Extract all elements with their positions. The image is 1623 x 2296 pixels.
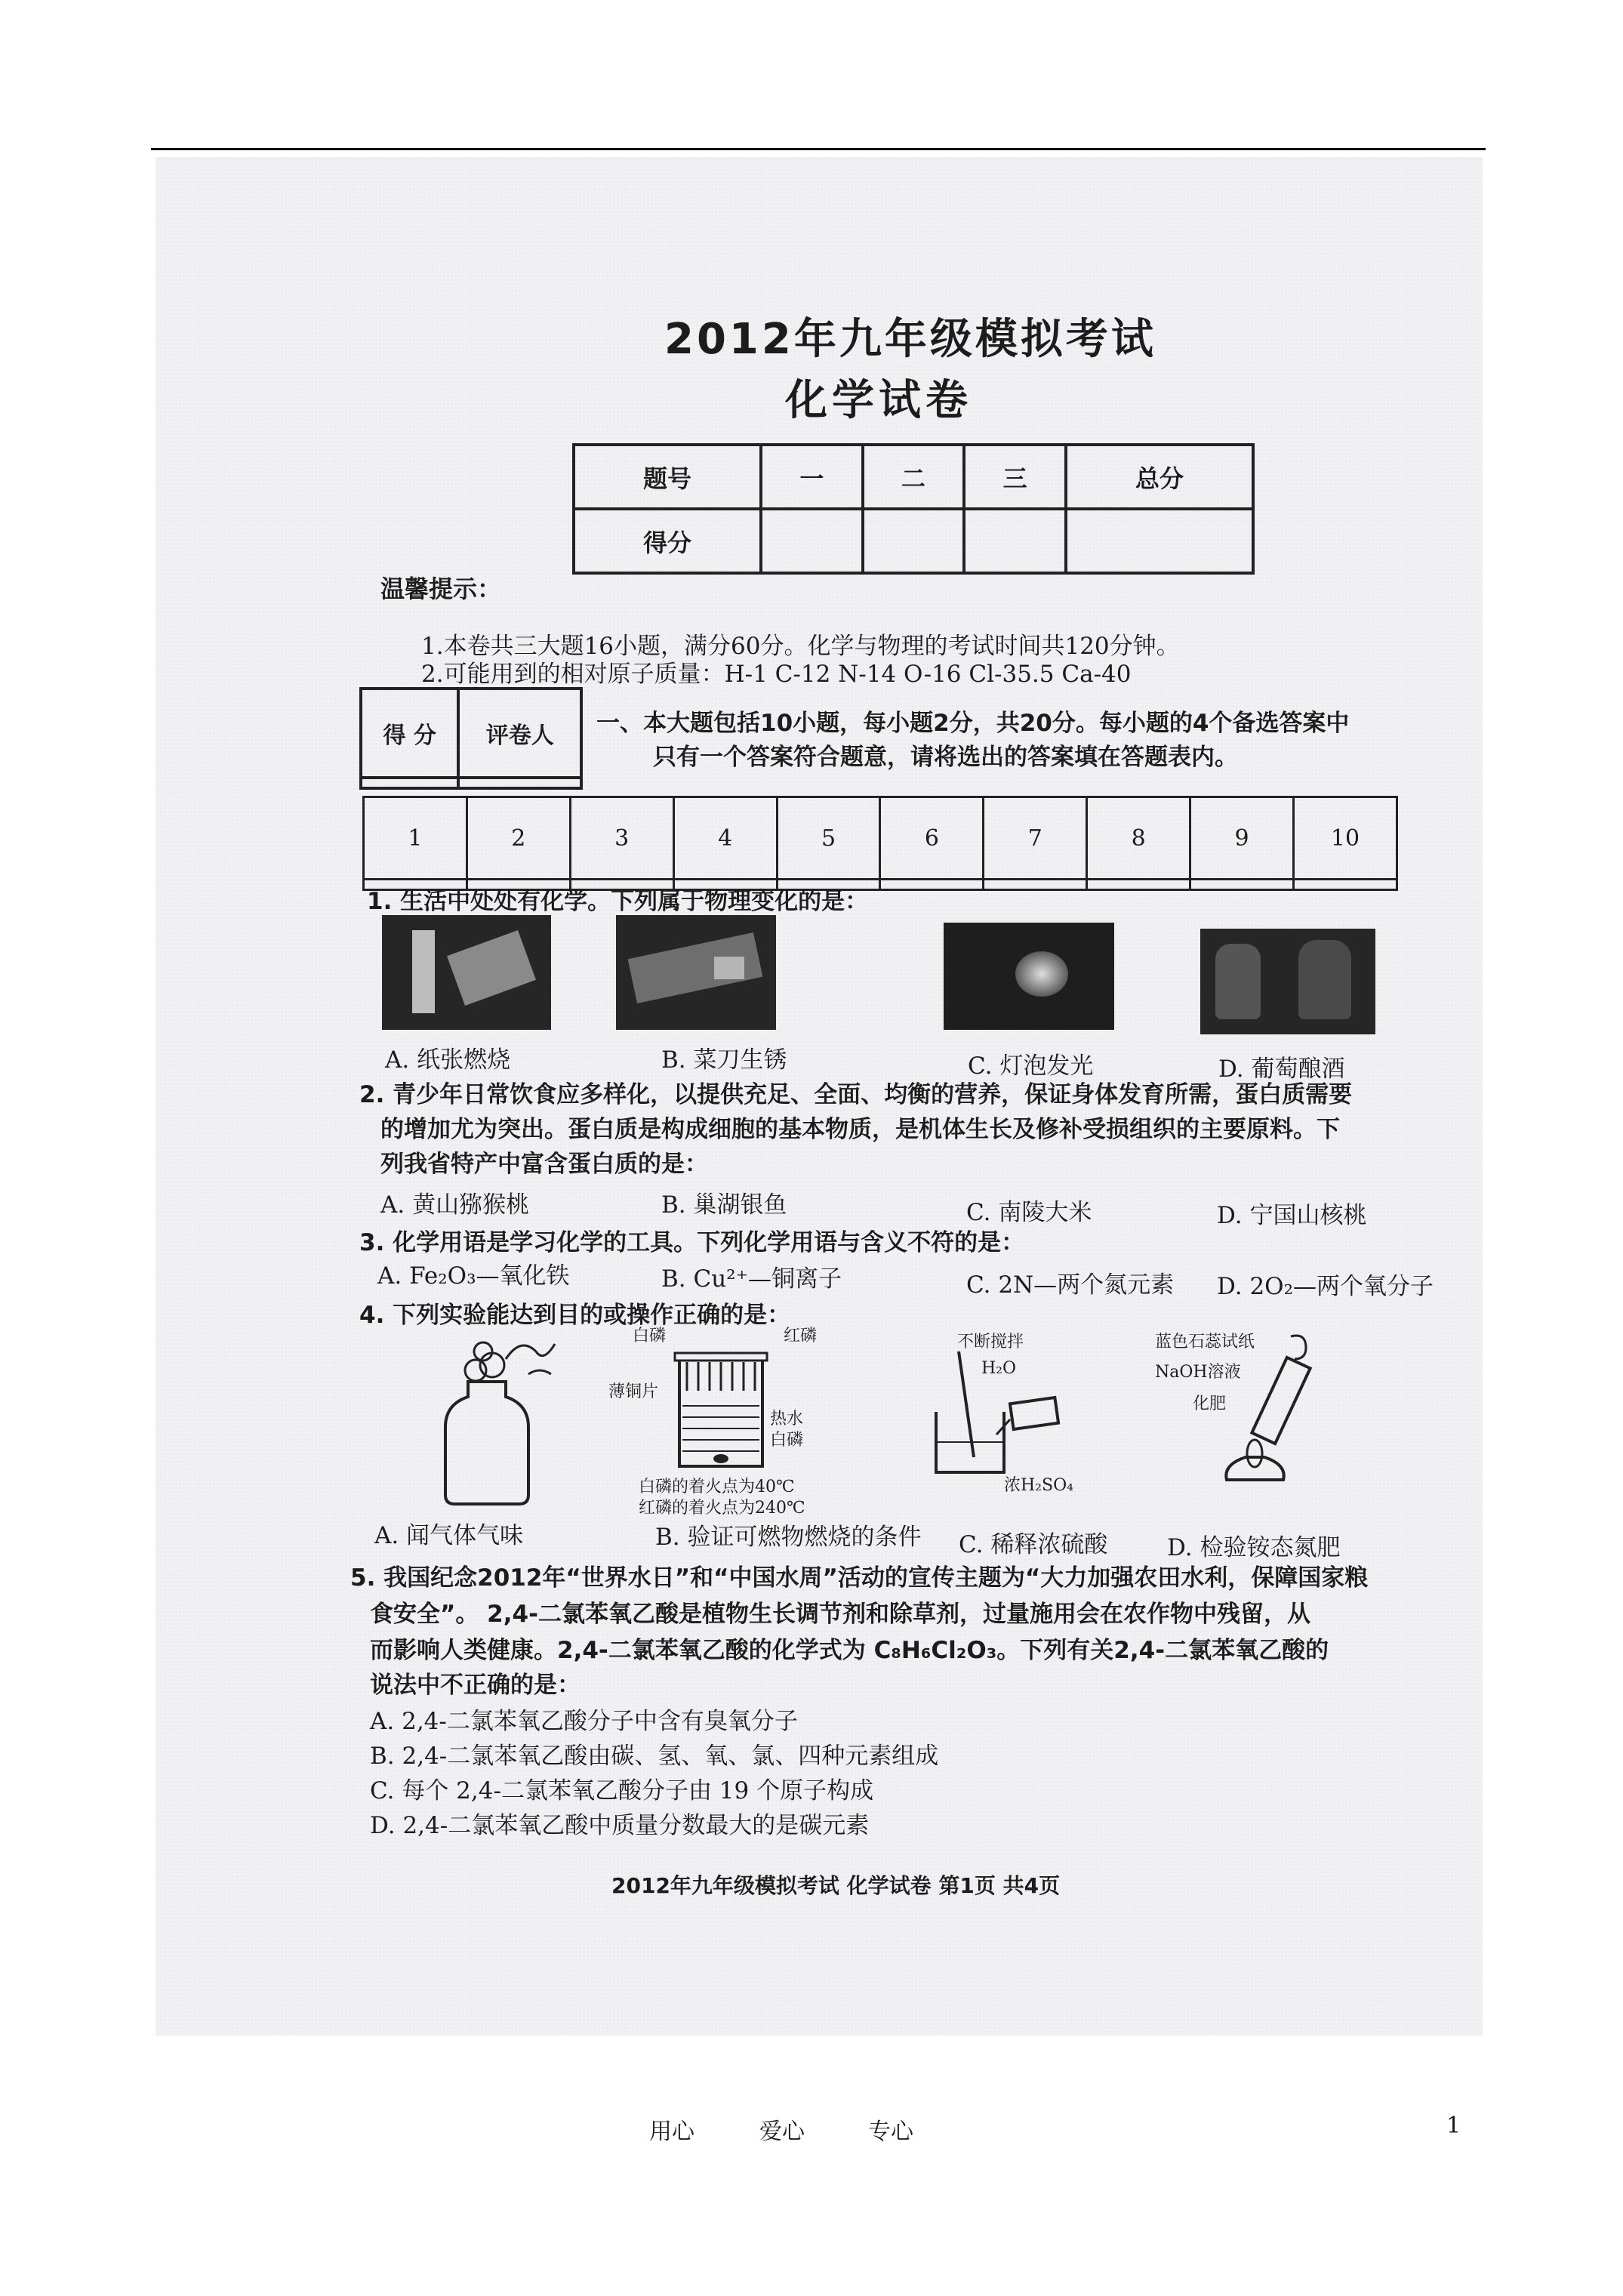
header-rule (151, 148, 1486, 150)
grader-name-cell[interactable] (458, 778, 581, 788)
score-cell[interactable] (964, 509, 1066, 573)
scan-footer: 2012年九年级模拟考试 化学试卷 第1页 共4页 (611, 1873, 1061, 1898)
grader-score-label: 得 分 (361, 689, 458, 778)
answer-number: 7 (984, 797, 1087, 880)
label-ignition-red: 红磷的着火点为240℃ (639, 1499, 805, 1518)
grader-table (359, 687, 583, 790)
wine-making-image (1200, 929, 1375, 1034)
hint-line-1: 1.本卷共三大题16小题，满分60分。化学与物理的考试时间共120分钟。 (421, 633, 1180, 660)
score-header-cell: 题号 (574, 445, 761, 509)
footer-motto-2: 爱心 (759, 2119, 805, 2145)
answer-number: 10 (1294, 797, 1397, 880)
answer-number: 4 (673, 797, 777, 880)
q4-option-a[interactable]: A. 闻气体气味 (374, 1522, 524, 1549)
q2-option-d[interactable]: D. 宁国山核桃 (1217, 1202, 1367, 1229)
q4-option-c[interactable]: C. 稀释浓硫酸 (959, 1531, 1108, 1558)
q5-stem-line-2: 食安全”。 2,4-二氯苯氧乙酸是植物生长调节剂和除草剂，过量施用会在农作物中残留，从 (370, 1601, 1310, 1628)
ammonium-test-figure (1193, 1329, 1329, 1495)
q4-option-b[interactable]: B. 验证可燃物燃烧的条件 (655, 1524, 922, 1551)
footer-motto-3: 专心 (868, 2119, 913, 2145)
hint-line-2: 2.可能用到的相对原子质量：H-1 C-12 N-14 O-16 Cl-35.5 Ca-40 (421, 661, 1132, 688)
label-water: H₂O (981, 1359, 1017, 1378)
label-litmus-paper: 蓝色石蕊试纸 (1155, 1333, 1255, 1351)
paper-burning-image (382, 915, 551, 1030)
q2-option-b[interactable]: B. 巢湖银鱼 (661, 1191, 787, 1219)
q2-stem-line-3: 列我省特产中富含蛋白质的是： (380, 1151, 708, 1178)
score-header-cell: 三 (964, 445, 1066, 509)
q1-option-c[interactable]: C. 灯泡发光 (968, 1052, 1094, 1080)
answer-cell[interactable] (984, 880, 1087, 890)
exam-subtitle: 化学试卷 (785, 376, 972, 425)
answer-cell[interactable] (1190, 880, 1294, 890)
combustion-beaker-figure (672, 1345, 770, 1474)
q4-stem: 4. 下列实验能达到目的或操作正确的是： (359, 1302, 791, 1329)
score-row-label: 得分 (574, 509, 761, 573)
answer-number: 2 (467, 797, 570, 880)
score-header-cell: 二 (863, 445, 965, 509)
q1-option-d[interactable]: D. 葡萄酿酒 (1218, 1056, 1345, 1083)
label-fertilizer: 化肥 (1193, 1395, 1227, 1413)
section-1-line-1: 一、本大题包括10小题，每小题2分，共20分。每小题的4个备选答案中 (596, 710, 1350, 737)
label-red-phosphorus: 红磷 (784, 1327, 818, 1345)
q5-stem-line-4: 说法中不正确的是： (370, 1672, 581, 1699)
q1-stem: 1. 生活中处处有化学。下列属于物理变化的是： (367, 888, 869, 915)
smell-gas-figure (423, 1329, 566, 1510)
q1-option-a[interactable]: A. 纸张燃烧 (385, 1046, 511, 1074)
rusty-knife-image (616, 915, 776, 1030)
answer-number: 5 (777, 797, 880, 880)
q5-option-d[interactable]: D. 2,4-二氯苯氧乙酸中质量分数最大的是碳元素 (370, 1812, 870, 1839)
score-cell[interactable] (761, 509, 863, 573)
q3-option-c[interactable]: C. 2N—两个氮元素 (966, 1271, 1175, 1299)
q2-stem-line-1: 2. 青少年日常饮食应多样化，以提供充足、全面、均衡的营养，保证身体发育所需，蛋白质需要 (359, 1081, 1353, 1108)
label-conc-acid: 浓H₂SO₄ (1004, 1476, 1073, 1495)
q4-option-d[interactable]: D. 检验铵态氮肥 (1167, 1534, 1341, 1561)
label-ignition-white: 白磷的着火点为40℃ (639, 1478, 795, 1496)
q3-option-d[interactable]: D. 2O₂—两个氧分子 (1217, 1273, 1434, 1300)
hint-heading: 温馨提示： (380, 575, 502, 603)
q2-option-c[interactable]: C. 南陵大米 (966, 1199, 1092, 1226)
q3-stem: 3. 化学用语是学习化学的工具。下列化学用语与含义不符的是： (359, 1229, 1025, 1256)
q3-option-b[interactable]: B. Cu²⁺—铜离子 (661, 1265, 842, 1293)
grader-name-label: 评卷人 (458, 689, 581, 778)
answer-cell[interactable] (1087, 880, 1190, 890)
section-1-line-2: 只有一个答案符合题意，请将选出的答案填在答题表内。 (653, 744, 1238, 771)
q2-option-a[interactable]: A. 黄山猕猴桃 (380, 1191, 530, 1219)
answer-cell[interactable] (1294, 880, 1397, 890)
label-stir: 不断搅拌 (957, 1333, 1024, 1351)
label-copper-sheet: 薄铜片 (608, 1382, 659, 1401)
q5-stem-line-1: 5. 我国纪念2012年“世界水日”和“中国水周”活动的宣传主题为“大力加强农田水利，保障国家粮 (350, 1564, 1369, 1592)
q5-option-a[interactable]: A. 2,4-二氯苯氧乙酸分子中含有臭氧分子 (370, 1708, 798, 1735)
q1-option-b[interactable]: B. 菜刀生锈 (661, 1046, 787, 1074)
label-white-phosphorus: 白磷 (633, 1327, 667, 1345)
answer-cell[interactable] (880, 880, 984, 890)
q5-option-c[interactable]: C. 每个 2,4-二氯苯氧乙酸分子由 19 个原子构成 (370, 1777, 874, 1804)
answer-number: 1 (364, 797, 467, 880)
answer-number: 3 (570, 797, 673, 880)
glowing-bulb-image (944, 923, 1114, 1030)
exam-title: 2012年九年级模拟考试 (664, 315, 1156, 364)
q5-option-b[interactable]: B. 2,4-二氯苯氧乙酸由碳、氢、氧、氯、四种元素组成 (370, 1743, 939, 1770)
score-table (572, 443, 1255, 575)
score-cell[interactable] (1066, 509, 1253, 573)
score-header-cell: 总分 (1066, 445, 1253, 509)
score-header-cell: 一 (761, 445, 863, 509)
label-hot-water: 热水 (770, 1410, 804, 1428)
page-number: 1 (1446, 2113, 1461, 2139)
q3-option-a[interactable]: A. Fe₂O₃—氧化铁 (377, 1262, 570, 1290)
label-white-phosphorus-2: 白磷 (770, 1431, 804, 1450)
label-naoh: NaOH溶液 (1155, 1363, 1241, 1382)
q2-stem-line-2: 的增加尤为突出。蛋白质是构成细胞的基本物质，是机体生长及修补受损组织的主要原料。下 (380, 1116, 1340, 1143)
answer-number: 6 (880, 797, 984, 880)
answer-table (362, 796, 1398, 891)
footer-motto-1: 用心 (649, 2119, 694, 2145)
score-cell[interactable] (863, 509, 965, 573)
answer-number: 9 (1190, 797, 1294, 880)
q5-stem-line-3: 而影响人类健康。2,4-二氯苯氧乙酸的化学式为 C₈H₆Cl₂O₃。下列有关2,4-二氯苯氧乙酸的 (370, 1637, 1329, 1664)
answer-number: 8 (1087, 797, 1190, 880)
grader-score-cell[interactable] (361, 778, 458, 788)
dilute-acid-figure (921, 1344, 1072, 1480)
